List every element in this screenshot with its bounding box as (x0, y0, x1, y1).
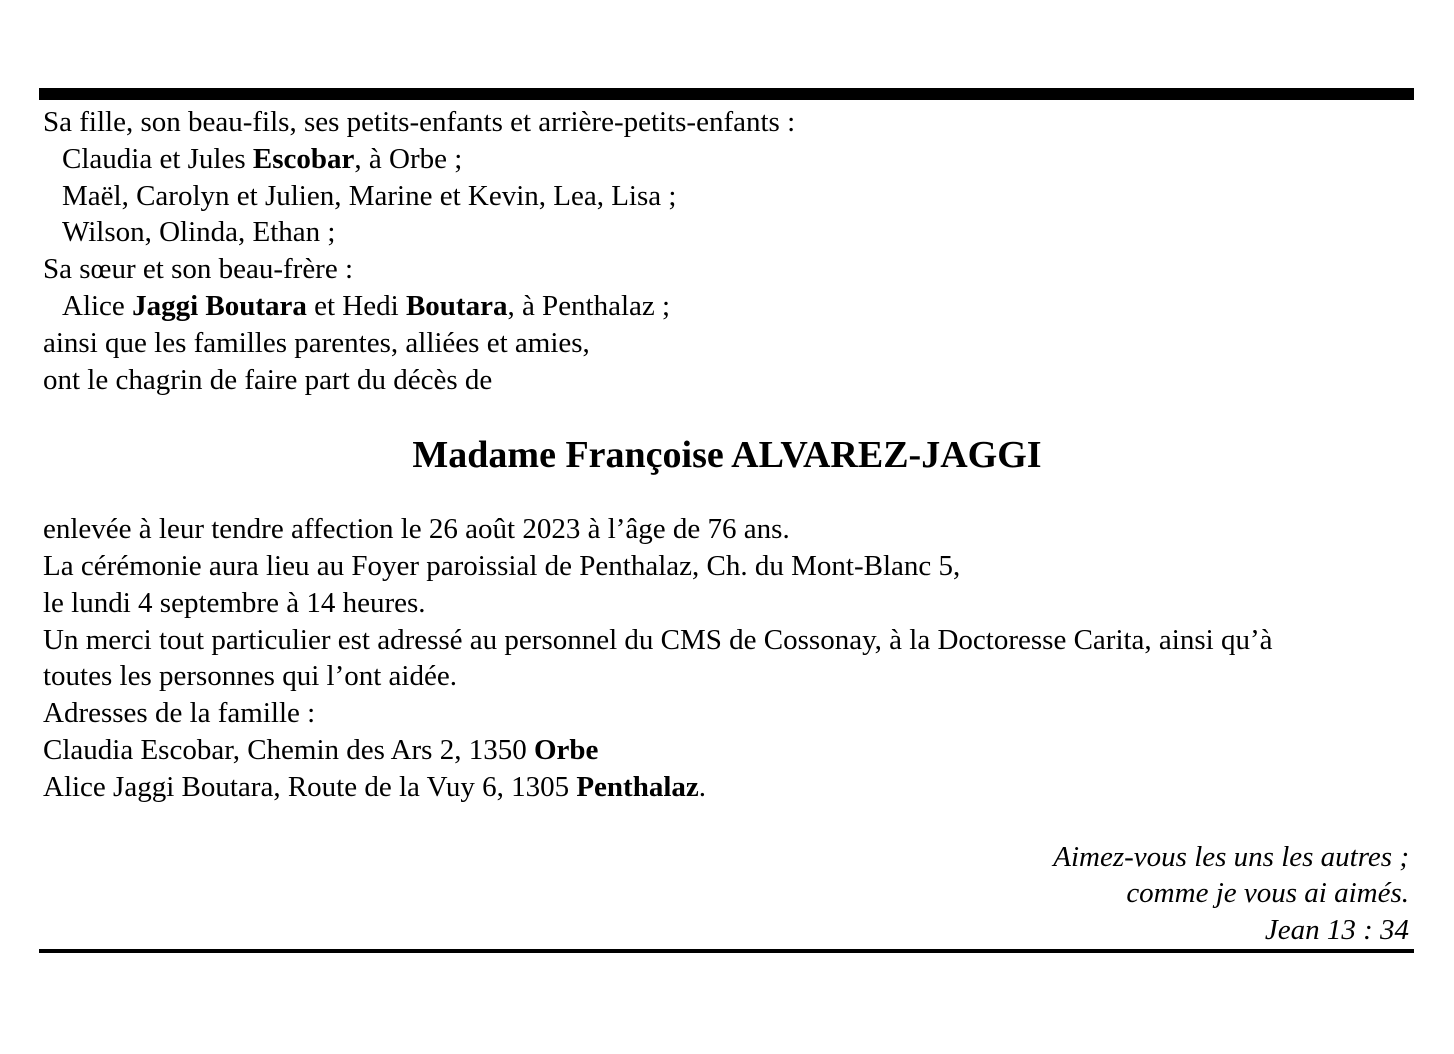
address-line-2 (43, 769, 706, 805)
top-divider (39, 88, 1414, 100)
text-segment: Claudia Escobar, Chemin des Ars 2, 1350 (43, 734, 534, 766)
death-date-line: enlevée à leur tendre affection le 26 août 2023 à l’âge de 76 ans. (43, 513, 790, 545)
surname-bold: Jaggi Boutara (132, 290, 307, 322)
families-line: ainsi que les familles parentes, alliées et amies, (43, 327, 590, 359)
text-segment: Alice (62, 290, 133, 322)
address-line-1 (43, 732, 598, 768)
grandchildren-line: Maël, Carolyn et Julien, Marine et Kevin, Lea, Lisa ; (62, 180, 677, 212)
sibling-intro-line: Sa sœur et son beau-frère : (43, 253, 354, 285)
family-intro-line: Sa fille, son beau-fils, ses petits-enfants et arrière-petits-enfants : (43, 106, 796, 138)
thanks-continued-line: toutes les personnes qui l’ont aidée. (43, 660, 457, 692)
announcement-line: ont le chagrin de faire part du décès de (43, 364, 493, 396)
text-segment: Alice Jaggi Boutara, Route de la Vuy 6, 1305 (43, 771, 577, 803)
quote-line-2: comme je vous ai aimés. (1126, 877, 1409, 909)
text-segment: , à Penthalaz ; (507, 290, 671, 322)
town-bold: Orbe (533, 734, 599, 766)
text-segment: Claudia et Jules (62, 143, 253, 175)
great-grandchildren-line: Wilson, Olinda, Ethan ; (62, 216, 336, 248)
text-segment: . (698, 771, 707, 803)
quote-line-1: Aimez-vous les uns les autres ; (1053, 841, 1409, 873)
family-member-line (62, 141, 462, 177)
addresses-heading: Adresses de la famille : (43, 697, 316, 729)
sibling-member-line (62, 288, 670, 324)
town-bold: Penthalaz (576, 771, 699, 803)
text-segment: , à Orbe ; (354, 143, 463, 175)
quote-reference: Jean 13 : 34 (1264, 914, 1409, 946)
surname-bold: Boutara (405, 290, 508, 322)
surname-bold: Escobar (252, 143, 355, 175)
deceased-name-heading: Madame Françoise ALVAREZ-JAGGI (412, 434, 1042, 476)
ceremony-time-line: le lundi 4 septembre à 14 heures. (43, 587, 426, 619)
bottom-divider (39, 949, 1414, 953)
text-segment: et Hedi (306, 290, 406, 322)
ceremony-place-line: La cérémonie aura lieu au Foyer paroissial de Penthalaz, Ch. du Mont-Blanc 5, (43, 550, 961, 582)
thanks-line: Un merci tout particulier est adressé au personnel du CMS de Cossonay, à la Doctoresse Carita, ainsi qu’à (43, 624, 1273, 656)
